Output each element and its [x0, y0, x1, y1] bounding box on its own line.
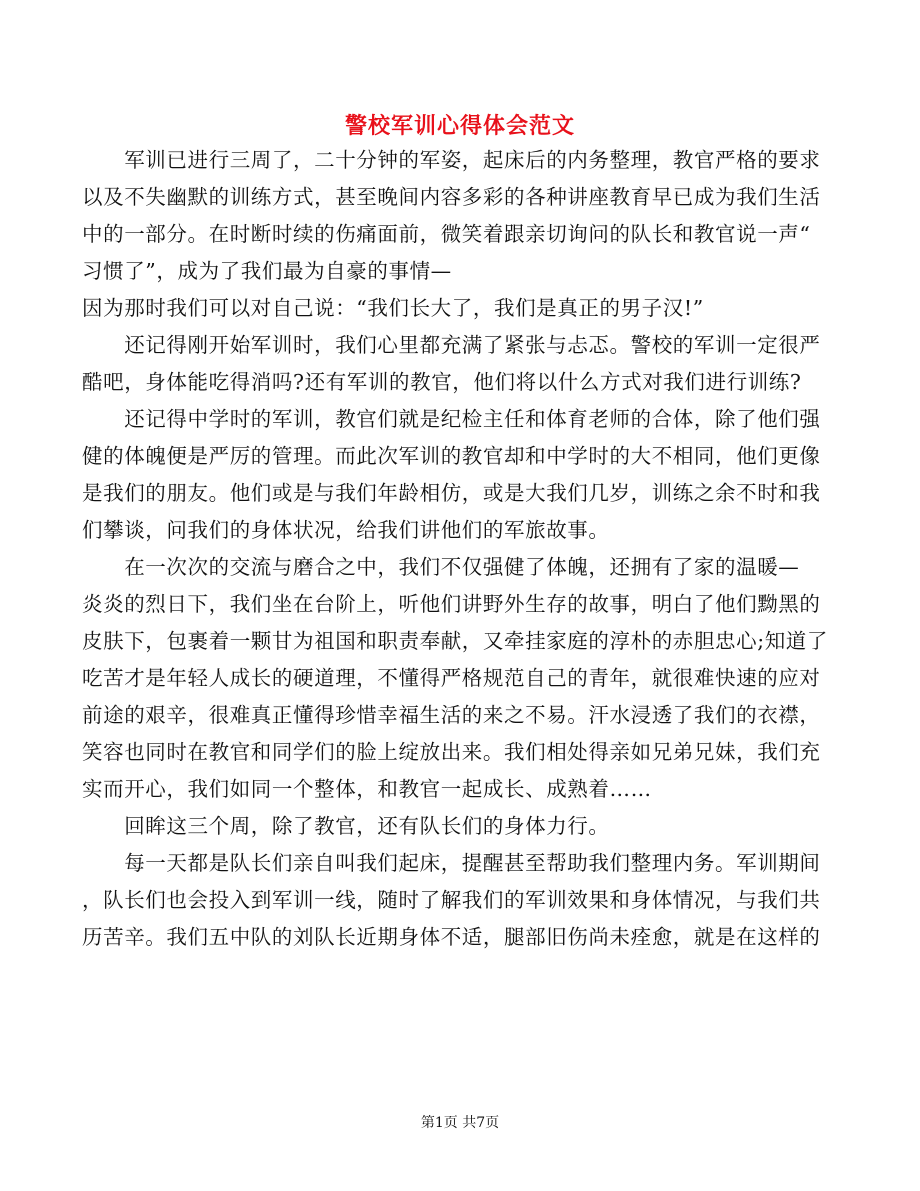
text-line: 在一次次的交流与磨合之中，我们不仅强健了体魄，还拥有了家的温暖—: [82, 555, 800, 579]
text-line: 吃苦才是年轻人成长的硬道理，不懂得严格规范自己的青年，就很难快速的应对: [82, 666, 821, 690]
text-line: 笑容也同时在教官和同学们的脸上绽放出来。我们相处得亲如兄弟兄妹，我们充: [82, 740, 821, 764]
text-line: 实而开心，我们如同一个整体，和教官一起成长、成熟着……: [82, 777, 652, 801]
text-line: 还记得中学时的军训，教官们就是纪检主任和体育老师的合体，除了他们强: [82, 407, 821, 431]
text-line: 历苦辛。我们五中队的刘队长近期身体不适，腿部旧伤尚未痊愈，就是在这样的: [82, 925, 821, 949]
text-line: 皮肤下，包裹着一颗甘为祖国和职责奉献，又牵挂家庭的淳朴的赤胆忠心;知道了: [82, 629, 829, 653]
text-line: 军训已进行三周了，二十分钟的军姿，起床后的内务整理，教官严格的要求: [82, 148, 821, 172]
text-line: 还记得刚开始军训时，我们心里都充满了紧张与忐忑。警校的军训一定很严: [82, 333, 821, 357]
text-line: 中的一部分。在时断时续的伤痛面前，微笑着跟亲切询问的队长和教官说一声“: [82, 222, 811, 246]
text-line: 们攀谈，问我们的身体状况，给我们讲他们的军旅故事。: [82, 518, 610, 542]
text-line: 前途的艰辛，很难真正懂得珍惜幸福生活的来之不易。汗水浸透了我们的衣襟，: [82, 703, 821, 727]
text-line: 以及不失幽默的训练方式，甚至晚间内容多彩的各种讲座教育早已成为我们生活: [82, 185, 821, 209]
text-line: 健的体魄便是严厉的管理。而此次军训的教官却和中学时的大不相同，他们更像: [82, 444, 821, 468]
text-line: 因为那时我们可以对自己说：“我们长大了，我们是真正的男子汉!”: [82, 296, 704, 320]
page-number-footer: 第1页 共7页: [420, 1115, 500, 1131]
text-line: 每一天都是队长们亲自叫我们起床，提醒甚至帮助我们整理内务。军训期间: [82, 851, 821, 875]
text-line: 是我们的朋友。他们或是与我们年龄相仿，或是大我们几岁，训练之余不时和我: [82, 481, 821, 505]
text-line: 习惯了”，成为了我们最为自豪的事情—: [82, 259, 452, 283]
document-title: 警校军训心得体会范文: [344, 113, 575, 139]
text-line: 酷吧，身体能吃得消吗?还有军训的教官，他们将以什么方式对我们进行训练?: [82, 370, 802, 394]
text-line: 回眸这三个周，除了教官，还有队长们的身体力行。: [82, 814, 610, 838]
text-line: 炎炎的烈日下，我们坐在台阶上，听他们讲野外生存的故事，明白了他们黝黑的: [82, 592, 821, 616]
text-line: ，队长们也会投入到军训一线，随时了解我们的军训效果和身体情况，与我们共: [82, 888, 821, 912]
